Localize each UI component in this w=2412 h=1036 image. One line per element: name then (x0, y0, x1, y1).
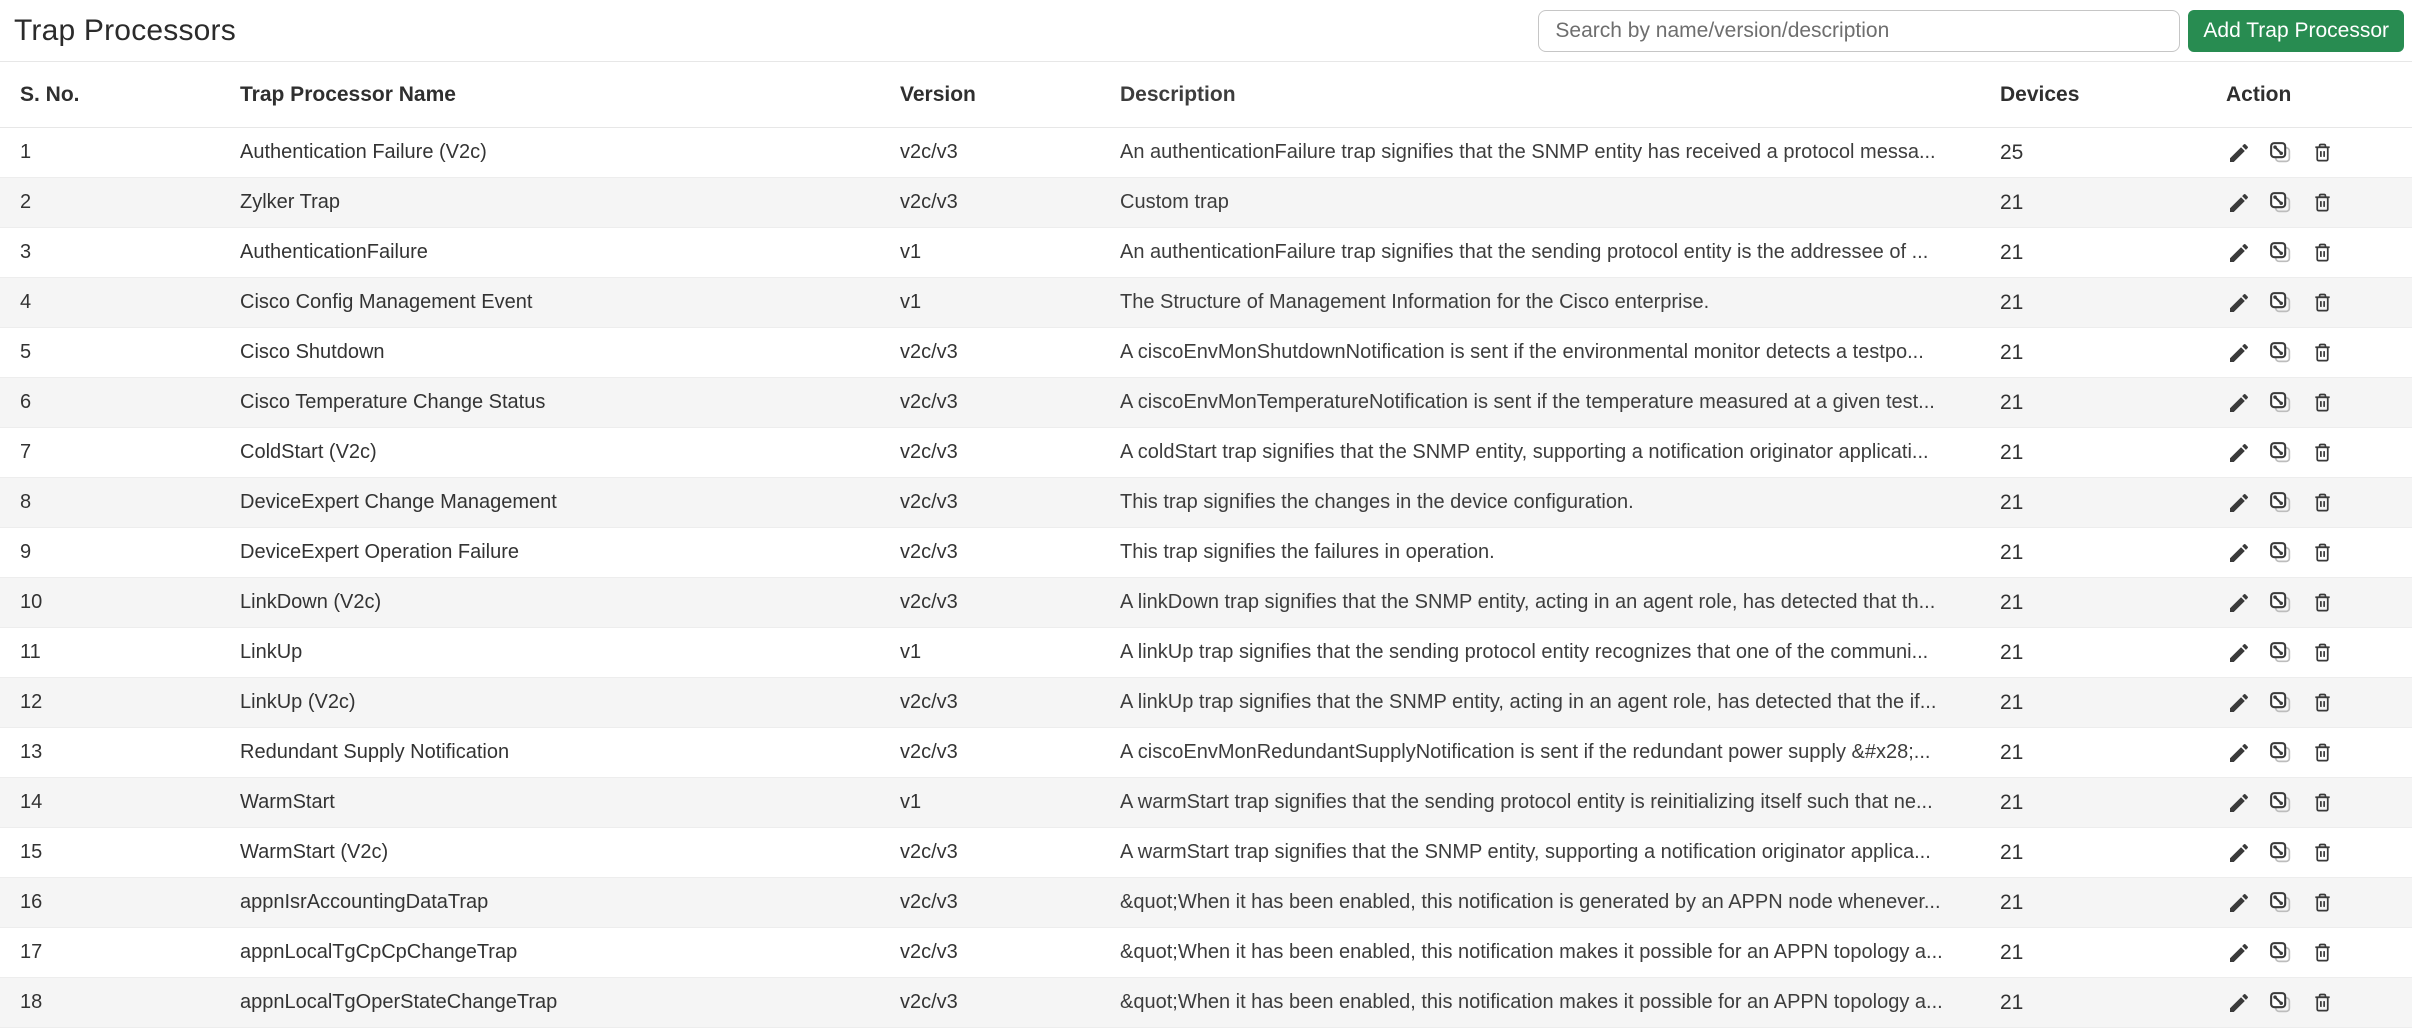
cell-devices: 21 (2000, 790, 2024, 814)
edit-icon[interactable] (2226, 590, 2251, 615)
table-body (0, 128, 2412, 1028)
edit-icon[interactable] (2226, 540, 2251, 565)
cell-description: A warmStart trap signifies that the SNMP entity, supporting a notification originator applica... (1120, 841, 1931, 863)
cell-name: ColdStart (V2c) (240, 441, 377, 463)
cell-action (2218, 240, 2412, 265)
cell-devices: 21 (2000, 240, 2024, 264)
cell-description: An authenticationFailure trap signifies that the sending protocol entity is the addressee of ... (1120, 241, 1929, 263)
cell-action (2218, 740, 2412, 765)
cell-devices: 21 (2000, 890, 2024, 914)
cell-action (2218, 840, 2412, 865)
associate-icon[interactable] (2268, 290, 2293, 315)
cell-description: &quot;When it has been enabled, this notification makes it possible for an APPN topology a... (1120, 991, 1943, 1013)
cell-name: Redundant Supply Notification (240, 741, 510, 763)
table-row (0, 428, 2412, 478)
cell-name: Cisco Config Management Event (240, 291, 533, 313)
cell-name: DeviceExpert Change Management (240, 491, 557, 513)
table-row (0, 678, 2412, 728)
delete-icon[interactable] (2310, 390, 2335, 415)
edit-icon[interactable] (2226, 240, 2251, 265)
edit-icon[interactable] (2226, 440, 2251, 465)
cell-version: v2c/v3 (900, 891, 958, 913)
edit-icon[interactable] (2226, 340, 2251, 365)
delete-icon[interactable] (2310, 540, 2335, 565)
associate-icon[interactable] (2268, 490, 2293, 515)
delete-icon[interactable] (2310, 990, 2335, 1015)
cell-action (2218, 890, 2412, 915)
cell-version: v2c/v3 (900, 141, 958, 163)
cell-sno: 1 (20, 141, 32, 163)
cell-description: This trap signifies the changes in the device configuration. (1120, 491, 1634, 513)
delete-icon[interactable] (2310, 740, 2335, 765)
delete-icon[interactable] (2310, 340, 2335, 365)
table-row (0, 778, 2412, 828)
cell-version: v2c/v3 (900, 691, 958, 713)
associate-icon[interactable] (2268, 940, 2293, 965)
cell-version: v2c/v3 (900, 991, 958, 1013)
associate-icon[interactable] (2268, 440, 2293, 465)
cell-name: Cisco Temperature Change Status (240, 391, 546, 413)
edit-icon[interactable] (2226, 790, 2251, 815)
table-row (0, 928, 2412, 978)
cell-name: LinkDown (V2c) (240, 591, 382, 613)
delete-icon[interactable] (2310, 840, 2335, 865)
table-row (0, 128, 2412, 178)
cell-devices: 21 (2000, 990, 2024, 1014)
cell-version: v1 (900, 641, 922, 663)
cell-devices: 21 (2000, 590, 2024, 614)
cell-name: DeviceExpert Operation Failure (240, 541, 520, 563)
edit-icon[interactable] (2226, 390, 2251, 415)
cell-description: A linkDown trap signifies that the SNMP entity, acting in an agent role, has detected that th... (1120, 591, 1936, 613)
cell-devices: 21 (2000, 540, 2024, 564)
associate-icon[interactable] (2268, 590, 2293, 615)
delete-icon[interactable] (2310, 890, 2335, 915)
cell-name: WarmStart (240, 791, 335, 813)
cell-action (2218, 490, 2412, 515)
column-header-name: Trap Processor Name (240, 82, 456, 106)
cell-sno: 6 (20, 391, 32, 413)
cell-name: appnLocalTgOperStateChangeTrap (240, 991, 558, 1013)
cell-sno: 7 (20, 441, 32, 463)
table-row (0, 728, 2412, 778)
cell-version: v2c/v3 (900, 541, 958, 563)
associate-icon[interactable] (2268, 540, 2293, 565)
cell-devices: 21 (2000, 740, 2024, 764)
cell-devices: 21 (2000, 190, 2024, 214)
cell-devices: 21 (2000, 840, 2024, 864)
cell-description: A linkUp trap signifies that the sending protocol entity recognizes that one of the communi... (1120, 641, 1929, 663)
cell-description: A ciscoEnvMonShutdownNotification is sent if the environmental monitor detects a testpo... (1120, 341, 1924, 363)
table-row (0, 378, 2412, 428)
associate-icon[interactable] (2268, 990, 2293, 1015)
associate-icon[interactable] (2268, 740, 2293, 765)
cell-sno: 12 (20, 691, 43, 713)
cell-version: v2c/v3 (900, 441, 958, 463)
table-row (0, 878, 2412, 928)
table-row (0, 528, 2412, 578)
edit-icon[interactable] (2226, 890, 2251, 915)
cell-sno: 17 (20, 941, 43, 963)
cell-description: This trap signifies the failures in operation. (1120, 541, 1495, 563)
cell-version: v2c/v3 (900, 391, 958, 413)
cell-sno: 14 (20, 791, 43, 813)
cell-version: v1 (900, 291, 922, 313)
cell-action (2218, 590, 2412, 615)
cell-action (2218, 690, 2412, 715)
edit-icon[interactable] (2226, 690, 2251, 715)
top-bar (0, 0, 2412, 62)
cell-sno: 16 (20, 891, 43, 913)
cell-action (2218, 190, 2412, 215)
cell-version: v2c/v3 (900, 941, 958, 963)
cell-action (2218, 540, 2412, 565)
cell-sno: 18 (20, 991, 43, 1013)
cell-name: Zylker Trap (240, 191, 341, 213)
cell-devices: 21 (2000, 440, 2024, 464)
edit-icon[interactable] (2226, 290, 2251, 315)
cell-description: The Structure of Management Information for the Cisco enterprise. (1120, 291, 1710, 313)
cell-sno: 4 (20, 291, 32, 313)
edit-icon[interactable] (2226, 490, 2251, 515)
add-trap-processor-button[interactable]: Add Trap Processor (2188, 10, 2404, 52)
cell-action (2218, 640, 2412, 665)
delete-icon[interactable] (2310, 140, 2335, 165)
cell-name: Authentication Failure (V2c) (240, 141, 487, 163)
cell-description: A ciscoEnvMonRedundantSupplyNotification is sent if the redundant power supply &#x28;... (1120, 741, 1931, 763)
delete-icon[interactable] (2310, 440, 2335, 465)
delete-icon[interactable] (2310, 490, 2335, 515)
edit-icon[interactable] (2226, 190, 2251, 215)
cell-sno: 3 (20, 241, 32, 263)
delete-icon[interactable] (2310, 590, 2335, 615)
search-input[interactable] (1538, 10, 2180, 52)
edit-icon[interactable] (2226, 740, 2251, 765)
cell-devices: 21 (2000, 940, 2024, 964)
delete-icon[interactable] (2310, 190, 2335, 215)
cell-name: appnLocalTgCpCpChangeTrap (240, 941, 518, 963)
delete-icon[interactable] (2310, 690, 2335, 715)
cell-sno: 9 (20, 541, 32, 563)
cell-sno: 5 (20, 341, 32, 363)
associate-icon[interactable] (2268, 140, 2293, 165)
cell-sno: 2 (20, 191, 32, 213)
column-header-devices: Devices (2000, 82, 2080, 106)
cell-name: LinkUp (V2c) (240, 691, 356, 713)
associate-icon[interactable] (2268, 340, 2293, 365)
cell-devices: 21 (2000, 390, 2024, 414)
cell-action (2218, 390, 2412, 415)
cell-devices: 21 (2000, 340, 2024, 364)
associate-icon[interactable] (2268, 690, 2293, 715)
table-row (0, 628, 2412, 678)
table-row (0, 178, 2412, 228)
edit-icon[interactable] (2226, 640, 2251, 665)
cell-devices: 25 (2000, 140, 2024, 164)
cell-devices: 21 (2000, 690, 2024, 714)
delete-icon[interactable] (2310, 790, 2335, 815)
cell-description: Custom trap (1120, 191, 1229, 213)
edit-icon[interactable] (2226, 990, 2251, 1015)
cell-name: WarmStart (V2c) (240, 841, 389, 863)
associate-icon[interactable] (2268, 790, 2293, 815)
table-row (0, 578, 2412, 628)
associate-icon[interactable] (2268, 640, 2293, 665)
table-header-row (0, 62, 2412, 128)
associate-icon[interactable] (2268, 390, 2293, 415)
cell-version: v1 (900, 791, 922, 813)
cell-description: A warmStart trap signifies that the sending protocol entity is reinitializing itself such that ne... (1120, 791, 1933, 813)
edit-icon[interactable] (2226, 940, 2251, 965)
cell-description: An authenticationFailure trap signifies that the SNMP entity has received a protocol messa... (1120, 141, 1936, 163)
cell-devices: 21 (2000, 640, 2024, 664)
column-header-action: Action (2226, 82, 2292, 106)
delete-icon[interactable] (2310, 640, 2335, 665)
table-row (0, 278, 2412, 328)
column-header-description: Description (1120, 82, 1236, 106)
cell-version: v2c/v3 (900, 341, 958, 363)
cell-name: AuthenticationFailure (240, 241, 428, 263)
cell-action (2218, 440, 2412, 465)
cell-devices: 21 (2000, 290, 2024, 314)
cell-action (2218, 990, 2412, 1015)
cell-version: v1 (900, 241, 922, 263)
cell-description: A ciscoEnvMonTemperatureNotification is sent if the temperature measured at a given test... (1120, 391, 1935, 413)
cell-sno: 10 (20, 591, 43, 613)
delete-icon[interactable] (2310, 240, 2335, 265)
cell-action (2218, 290, 2412, 315)
cell-name: Cisco Shutdown (240, 341, 385, 363)
cell-version: v2c/v3 (900, 591, 958, 613)
cell-name: LinkUp (240, 641, 303, 663)
edit-icon[interactable] (2226, 140, 2251, 165)
table-row (0, 978, 2412, 1028)
cell-description: A coldStart trap signifies that the SNMP entity, supporting a notification originator applicati... (1120, 441, 1929, 463)
associate-icon[interactable] (2268, 890, 2293, 915)
cell-version: v2c/v3 (900, 841, 958, 863)
cell-sno: 15 (20, 841, 43, 863)
cell-sno: 11 (20, 641, 41, 663)
cell-description: &quot;When it has been enabled, this notification makes it possible for an APPN topology a... (1120, 941, 1943, 963)
cell-description: &quot;When it has been enabled, this notification is generated by an APPN node whenever... (1120, 891, 1941, 913)
page-title: Trap Processors (14, 13, 236, 47)
delete-icon[interactable] (2310, 290, 2335, 315)
table-row (0, 328, 2412, 378)
cell-version: v2c/v3 (900, 741, 958, 763)
cell-sno: 13 (20, 741, 43, 763)
cell-action (2218, 790, 2412, 815)
column-header-sno: S. No. (20, 82, 80, 106)
toolbar (1538, 10, 2404, 52)
cell-description: A linkUp trap signifies that the SNMP entity, acting in an agent role, has detected that the if... (1120, 691, 1937, 713)
cell-action (2218, 340, 2412, 365)
cell-version: v2c/v3 (900, 191, 958, 213)
table-row (0, 478, 2412, 528)
cell-name: appnIsrAccountingDataTrap (240, 891, 489, 913)
column-header-version: Version (900, 82, 976, 106)
cell-devices: 21 (2000, 490, 2024, 514)
associate-icon[interactable] (2268, 240, 2293, 265)
table-row (0, 228, 2412, 278)
cell-version: v2c/v3 (900, 491, 958, 513)
delete-icon[interactable] (2310, 940, 2335, 965)
cell-sno: 8 (20, 491, 32, 513)
cell-action (2218, 940, 2412, 965)
edit-icon[interactable] (2226, 840, 2251, 865)
cell-action (2218, 140, 2412, 165)
associate-icon[interactable] (2268, 840, 2293, 865)
table-row (0, 828, 2412, 878)
associate-icon[interactable] (2268, 190, 2293, 215)
